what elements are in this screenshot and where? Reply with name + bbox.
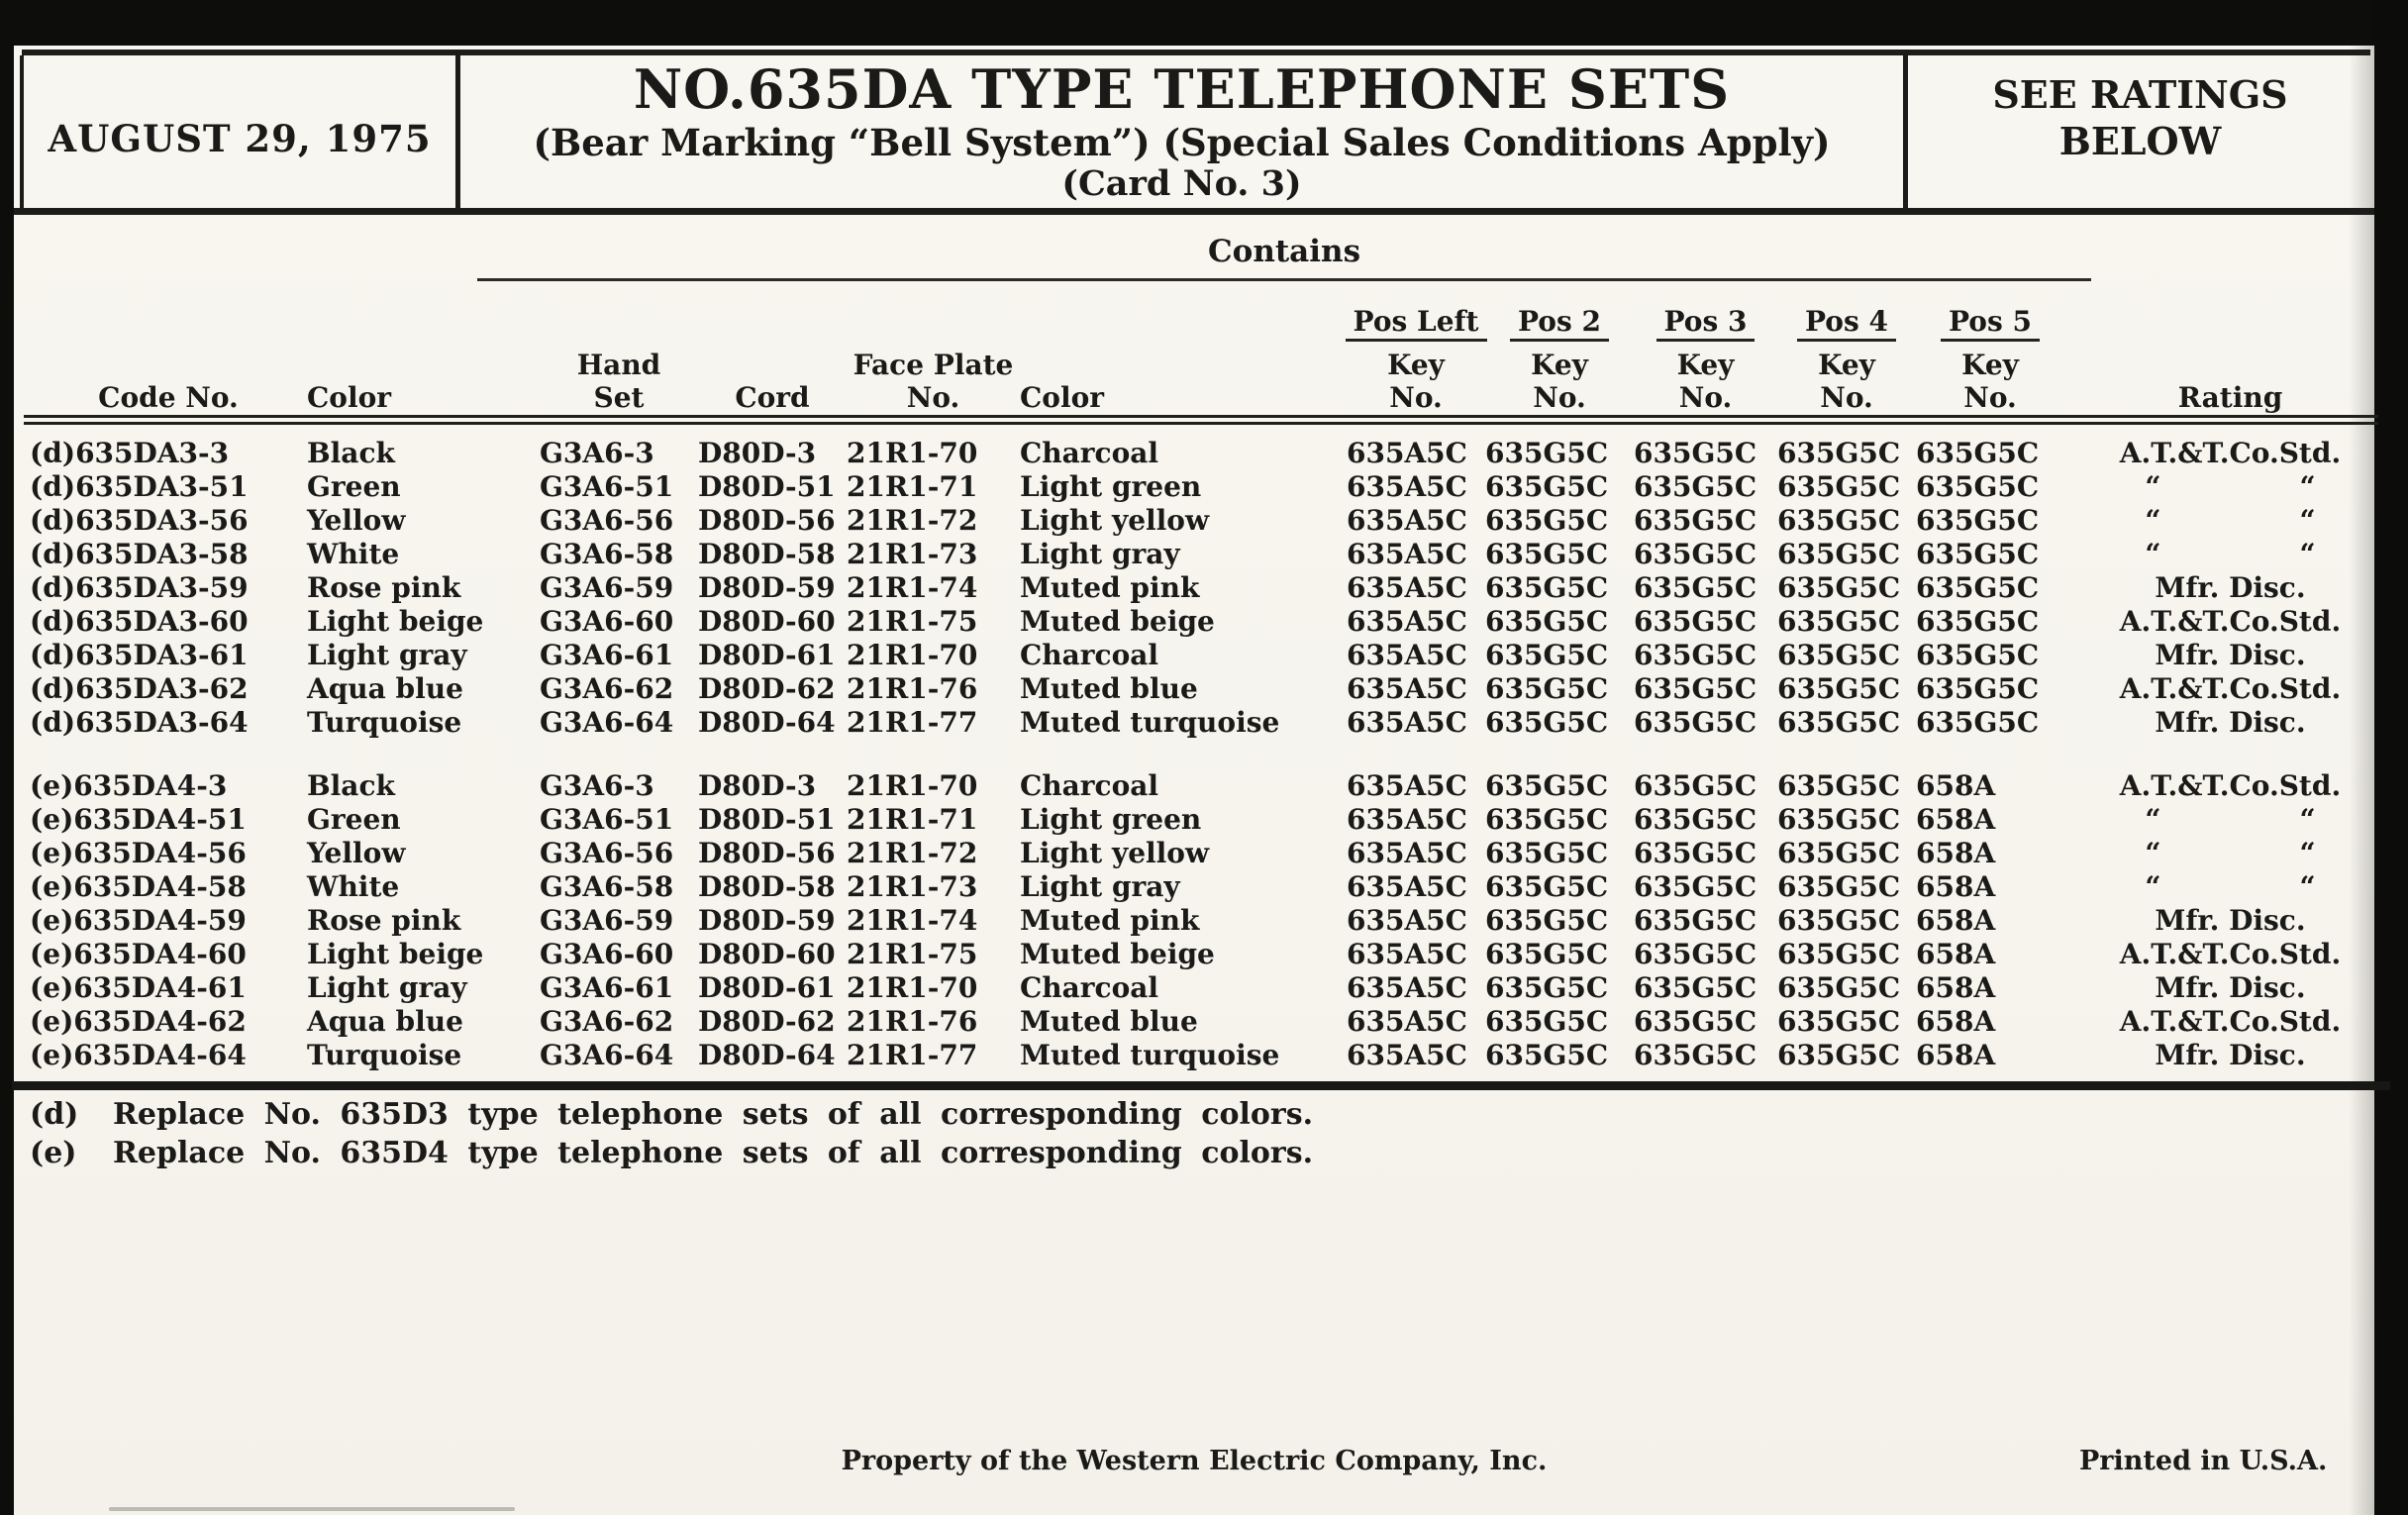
key-pos3-cell: 635G5C [1634, 538, 1757, 570]
key-pos2-cell: 635G5C [1485, 803, 1609, 836]
key-pos4-cell: 635G5C [1777, 870, 1901, 903]
color-cell: Rose pink [307, 904, 461, 937]
faceplate-color-cell: Muted pink [1020, 904, 1200, 937]
color-cell: Light beige [307, 938, 484, 970]
color-cell: Black [307, 769, 395, 802]
footnotes [30, 1095, 1313, 1172]
faceplate-color-cell: Charcoal [1020, 639, 1159, 671]
faceplate-no-cell: 21R1-70 [847, 437, 978, 469]
table-row [30, 639, 2396, 672]
key-pos-left-cell: 635A5C [1347, 639, 1467, 671]
rating-cell: A.T.&T.Co.Std. [2119, 605, 2342, 638]
key-pos4-cell: 635G5C [1777, 639, 1901, 671]
faceplate-color-cell: Charcoal [1020, 971, 1159, 1004]
handset-cell: G3A6-51 [540, 470, 674, 503]
code-cell: (e)635DA4-61 [30, 971, 247, 1004]
faceplate-no-cell: 21R1-77 [847, 1039, 978, 1071]
key-pos-left-cell: 635A5C [1347, 904, 1467, 937]
key-pos5-cell: 658A [1916, 837, 1996, 869]
faceplate-no-cell: 21R1-77 [847, 706, 978, 739]
ratings-note-line2: BELOW [2058, 119, 2222, 163]
table-row [30, 938, 2396, 971]
key-pos3-cell: 635G5C [1634, 904, 1757, 937]
faceplate-no-cell: 21R1-75 [847, 605, 978, 638]
faceplate-no-cell: 21R1-74 [847, 904, 978, 937]
color-cell: Yellow [307, 837, 406, 869]
key-pos2-cell: 635G5C [1485, 470, 1609, 503]
key-pos2-cell: 635G5C [1485, 437, 1609, 469]
color-cell: Rose pink [307, 571, 461, 604]
key-pos4-cell: 635G5C [1777, 971, 1901, 1004]
code-cell: (d)635DA3-59 [30, 571, 249, 604]
key-pos4-cell: 635G5C [1777, 437, 1901, 469]
key-pos3-cell: 635G5C [1634, 1039, 1757, 1071]
key-pos3-cell: 635G5C [1634, 504, 1757, 537]
table-row [30, 1039, 2396, 1072]
cord-cell: D80D-56 [698, 504, 836, 537]
rating-cell: Mfr. Disc. [2155, 1039, 2306, 1071]
key-pos5-cell: 658A [1916, 870, 1996, 903]
key-pos-left-cell: 635A5C [1347, 837, 1467, 869]
key-pos4-cell: 635G5C [1777, 504, 1901, 537]
header-pos-2: Pos 2 Key No. [1485, 305, 1634, 414]
key-pos3-cell: 635G5C [1634, 672, 1757, 705]
table-row [30, 870, 2396, 904]
faceplate-color-cell: Light yellow [1020, 504, 1210, 537]
faceplate-no-cell: 21R1-71 [847, 803, 978, 836]
faceplate-color-cell: Light green [1020, 470, 1202, 503]
cord-cell: D80D-60 [698, 605, 836, 638]
code-cell: (d)635DA3-58 [30, 538, 249, 570]
rating-cell: Mfr. Disc. [2155, 571, 2306, 604]
key-pos2-cell: 635G5C [1485, 504, 1609, 537]
key-pos5-cell: 635G5C [1916, 571, 2040, 604]
key-pos2-cell: 635G5C [1485, 837, 1609, 869]
faceplate-no-cell: 21R1-75 [847, 938, 978, 970]
cord-cell: D80D-59 [698, 571, 836, 604]
color-cell: Light gray [307, 971, 467, 1004]
contains-label: Contains [1207, 234, 1361, 269]
key-pos3-cell: 635G5C [1634, 837, 1757, 869]
color-cell: White [307, 870, 400, 903]
issue-date: AUGUST 29, 1975 [48, 117, 432, 160]
table-block-d [30, 437, 2396, 740]
code-cell: (d)635DA3-56 [30, 504, 249, 537]
faceplate-no-cell: 21R1-73 [847, 870, 978, 903]
key-pos4-cell: 635G5C [1777, 803, 1901, 836]
color-cell: Aqua blue [307, 672, 463, 705]
title-block [460, 59, 1903, 204]
table-row [30, 672, 2396, 706]
code-cell: (d)635DA3-60 [30, 605, 249, 638]
key-pos5-cell: 658A [1916, 971, 1996, 1004]
rating-cell: “ “ [2145, 504, 2316, 537]
key-pos2-cell: 635G5C [1485, 672, 1609, 705]
code-cell: (d)635DA3-51 [30, 470, 249, 503]
handset-cell: G3A6-58 [540, 538, 674, 570]
header-code: Code No. [98, 381, 239, 414]
key-pos-left-cell: 635A5C [1347, 938, 1467, 970]
cord-cell: D80D-64 [698, 706, 836, 739]
key-pos-left-cell: 635A5C [1347, 870, 1467, 903]
header-double-rule [24, 415, 2378, 425]
color-cell: Turquoise [307, 706, 462, 739]
key-pos2-cell: 635G5C [1485, 571, 1609, 604]
table-row [30, 904, 2396, 938]
code-cell: (e)635DA4-62 [30, 1005, 247, 1038]
cord-cell: D80D-58 [698, 538, 836, 570]
handset-cell: G3A6-3 [540, 769, 654, 802]
handset-cell: G3A6-58 [540, 870, 674, 903]
handset-cell: G3A6-60 [540, 938, 674, 970]
header-faceplate-color: Color [1020, 381, 1105, 414]
key-pos3-cell: 635G5C [1634, 870, 1757, 903]
cord-cell: D80D-62 [698, 1005, 836, 1038]
cord-cell: D80D-59 [698, 904, 836, 937]
key-pos-left-cell: 635A5C [1347, 605, 1467, 638]
cord-cell: D80D-3 [698, 769, 817, 802]
handset-cell: G3A6-56 [540, 504, 674, 537]
key-pos-left-cell: 635A5C [1347, 1005, 1467, 1038]
key-pos4-cell: 635G5C [1777, 1039, 1901, 1071]
rating-cell: “ “ [2145, 538, 2316, 570]
footnote-e-marker: (e) [30, 1136, 77, 1170]
card-number: (Card No. 3) [1061, 163, 1302, 204]
cord-cell: D80D-62 [698, 672, 836, 705]
header-pos-left: Pos Left Key No. [1347, 305, 1485, 414]
header-pos-4: Pos 4 Key No. [1777, 305, 1916, 414]
key-pos-left-cell: 635A5C [1347, 538, 1467, 570]
table-row [30, 837, 2396, 870]
rating-cell: Mfr. Disc. [2155, 904, 2306, 937]
rating-cell: “ “ [2145, 870, 2316, 903]
key-pos5-cell: 635G5C [1916, 639, 2040, 671]
faceplate-color-cell: Muted beige [1020, 938, 1215, 970]
key-pos5-cell: 635G5C [1916, 470, 2040, 503]
faceplate-color-cell: Light green [1020, 803, 1202, 836]
handset-cell: G3A6-59 [540, 904, 674, 937]
rating-cell: Mfr. Disc. [2155, 971, 2306, 1004]
footnote-d-marker: (d) [30, 1097, 79, 1132]
color-cell: Green [307, 470, 401, 503]
key-pos5-cell: 658A [1916, 904, 1996, 937]
faceplate-no-cell: 21R1-74 [847, 571, 978, 604]
cord-cell: D80D-64 [698, 1039, 836, 1071]
page-subtitle: (Bear Marking “Bell System”) (Special Sales Conditions Apply) [533, 121, 1831, 164]
faceplate-no-cell: 21R1-70 [847, 971, 978, 1004]
key-pos3-cell: 635G5C [1634, 639, 1757, 671]
table-row [30, 971, 2396, 1005]
key-pos3-cell: 635G5C [1634, 706, 1757, 739]
key-pos5-cell: 658A [1916, 769, 1996, 802]
code-cell: (d)635DA3-62 [30, 672, 249, 705]
faceplate-color-cell: Light gray [1020, 870, 1180, 903]
key-pos2-cell: 635G5C [1485, 971, 1609, 1004]
key-pos3-cell: 635G5C [1634, 938, 1757, 970]
color-cell: Light gray [307, 639, 467, 671]
faceplate-color-cell: Muted pink [1020, 571, 1200, 604]
faceplate-no-cell: 21R1-76 [847, 1005, 978, 1038]
faceplate-no-cell: 21R1-70 [847, 769, 978, 802]
key-pos-left-cell: 635A5C [1347, 571, 1467, 604]
key-pos4-cell: 635G5C [1777, 904, 1901, 937]
footnote-e [30, 1134, 1313, 1172]
footnote-d [30, 1095, 1313, 1134]
key-pos5-cell: 635G5C [1916, 538, 2040, 570]
faceplate-color-cell: Muted turquoise [1020, 706, 1280, 739]
key-pos4-cell: 635G5C [1777, 605, 1901, 638]
handset-cell: G3A6-3 [540, 437, 654, 469]
faceplate-no-cell: 21R1-72 [847, 504, 978, 537]
footnote-e-text: Replace No. 635D4 type telephone sets of all corresponding colors. [113, 1136, 1314, 1170]
key-pos4-cell: 635G5C [1777, 706, 1901, 739]
key-pos2-cell: 635G5C [1485, 538, 1609, 570]
ratings-note [1908, 71, 2372, 164]
key-pos5-cell: 635G5C [1916, 437, 2040, 469]
table-block-e [30, 769, 2396, 1072]
key-pos3-cell: 635G5C [1634, 803, 1757, 836]
table-row [30, 769, 2396, 803]
color-cell: Turquoise [307, 1039, 462, 1071]
faceplate-color-cell: Charcoal [1020, 437, 1159, 469]
code-cell: (d)635DA3-3 [30, 437, 230, 469]
page-title: NO.635DA TYPE TELEPHONE SETS [633, 57, 1731, 121]
handset-cell: G3A6-61 [540, 971, 674, 1004]
key-pos-left-cell: 635A5C [1347, 769, 1467, 802]
key-pos5-cell: 658A [1916, 803, 1996, 836]
table-row [30, 706, 2396, 740]
code-cell: (e)635DA4-3 [30, 769, 228, 802]
cord-cell: D80D-61 [698, 971, 836, 1004]
code-cell: (e)635DA4-51 [30, 803, 247, 836]
rating-cell: Mfr. Disc. [2155, 639, 2306, 671]
faceplate-color-cell: Muted blue [1020, 672, 1198, 705]
key-pos-left-cell: 635A5C [1347, 803, 1467, 836]
card-top-rule [22, 50, 2370, 55]
rating-cell: Mfr. Disc. [2155, 706, 2306, 739]
cord-cell: D80D-58 [698, 870, 836, 903]
faceplate-color-cell: Muted turquoise [1020, 1039, 1280, 1071]
rating-cell: A.T.&T.Co.Std. [2119, 769, 2342, 802]
faceplate-no-cell: 21R1-72 [847, 837, 978, 869]
faceplate-no-cell: 21R1-76 [847, 672, 978, 705]
faceplate-color-cell: Muted beige [1020, 605, 1215, 638]
header-color: Color [307, 381, 392, 414]
color-cell: Black [307, 437, 395, 469]
key-pos2-cell: 635G5C [1485, 639, 1609, 671]
key-pos3-cell: 635G5C [1634, 1005, 1757, 1038]
handset-cell: G3A6-51 [540, 803, 674, 836]
table-row [30, 803, 2396, 837]
header-cord: Cord [735, 381, 810, 414]
color-cell: White [307, 538, 400, 570]
key-pos2-cell: 635G5C [1485, 938, 1609, 970]
cord-cell: D80D-51 [698, 470, 836, 503]
property-notice: Property of the Western Electric Company, Inc. [841, 1446, 1548, 1476]
table-row [30, 504, 2396, 538]
key-pos-left-cell: 635A5C [1347, 971, 1467, 1004]
cord-cell: D80D-56 [698, 837, 836, 869]
table-row [30, 470, 2396, 504]
key-pos-left-cell: 635A5C [1347, 437, 1467, 469]
scan-edge-left [0, 0, 14, 1515]
code-cell: (e)635DA4-56 [30, 837, 247, 869]
faceplate-color-cell: Charcoal [1020, 769, 1159, 802]
printed-in-usa: Printed in U.S.A. [2079, 1446, 2328, 1476]
handset-cell: G3A6-60 [540, 605, 674, 638]
table-row [30, 605, 2396, 639]
cord-cell: D80D-60 [698, 938, 836, 970]
key-pos5-cell: 658A [1916, 938, 1996, 970]
cord-cell: D80D-61 [698, 639, 836, 671]
key-pos4-cell: 635G5C [1777, 571, 1901, 604]
cord-cell: D80D-51 [698, 803, 836, 836]
key-pos5-cell: 658A [1916, 1005, 1996, 1038]
handset-cell: G3A6-64 [540, 706, 674, 739]
scan-edge-right [2374, 0, 2408, 1515]
table-row [30, 571, 2396, 605]
key-pos3-cell: 635G5C [1634, 470, 1757, 503]
ratings-note-line1: SEE RATINGS [1992, 72, 2288, 117]
contains-underline [477, 278, 2091, 281]
table-row [30, 437, 2396, 470]
key-pos-left-cell: 635A5C [1347, 706, 1467, 739]
code-cell: (d)635DA3-64 [30, 706, 249, 739]
code-cell: (e)635DA4-64 [30, 1039, 247, 1071]
key-pos5-cell: 635G5C [1916, 504, 2040, 537]
key-pos2-cell: 635G5C [1485, 1005, 1609, 1038]
key-pos4-cell: 635G5C [1777, 470, 1901, 503]
table-header-row [30, 293, 2396, 414]
key-pos3-cell: 635G5C [1634, 769, 1757, 802]
key-pos3-cell: 635G5C [1634, 605, 1757, 638]
header-pos-3: Pos 3 Key No. [1634, 305, 1777, 414]
table-bottom-rule [12, 1081, 2390, 1090]
color-cell: Yellow [307, 504, 406, 537]
key-pos3-cell: 635G5C [1634, 971, 1757, 1004]
rating-cell: A.T.&T.Co.Std. [2119, 672, 2342, 705]
code-cell: (e)635DA4-58 [30, 870, 247, 903]
key-pos-left-cell: 635A5C [1347, 470, 1467, 503]
key-pos4-cell: 635G5C [1777, 1005, 1901, 1038]
faceplate-no-cell: 21R1-71 [847, 470, 978, 503]
faceplate-no-cell: 21R1-70 [847, 639, 978, 671]
code-cell: (e)635DA4-60 [30, 938, 247, 970]
handset-cell: G3A6-56 [540, 837, 674, 869]
header-pos-5: Pos 5 Key No. [1916, 305, 2064, 414]
key-pos3-cell: 635G5C [1634, 571, 1757, 604]
key-pos2-cell: 635G5C [1485, 1039, 1609, 1071]
key-pos4-cell: 635G5C [1777, 538, 1901, 570]
key-pos4-cell: 635G5C [1777, 672, 1901, 705]
header-faceplate-no: Face Plate No. [853, 349, 1014, 414]
key-pos5-cell: 635G5C [1916, 605, 2040, 638]
faceplate-color-cell: Muted blue [1020, 1005, 1198, 1038]
faceplate-color-cell: Light yellow [1020, 837, 1210, 869]
faceplate-color-cell: Light gray [1020, 538, 1180, 570]
key-pos5-cell: 635G5C [1916, 706, 2040, 739]
key-pos-left-cell: 635A5C [1347, 504, 1467, 537]
table-row [30, 538, 2396, 571]
code-cell: (e)635DA4-59 [30, 904, 247, 937]
color-cell: Green [307, 803, 401, 836]
footnote-d-text: Replace No. 635D3 type telephone sets of all corresponding colors. [113, 1097, 1314, 1132]
handset-cell: G3A6-59 [540, 571, 674, 604]
key-pos2-cell: 635G5C [1485, 870, 1609, 903]
key-pos4-cell: 635G5C [1777, 769, 1901, 802]
key-pos2-cell: 635G5C [1485, 706, 1609, 739]
code-cell: (d)635DA3-61 [30, 639, 249, 671]
handset-cell: G3A6-62 [540, 672, 674, 705]
key-pos4-cell: 635G5C [1777, 938, 1901, 970]
table-row [30, 1005, 2396, 1039]
header-rating: Rating [2177, 381, 2283, 414]
key-pos5-cell: 635G5C [1916, 672, 2040, 705]
header-handset: Hand Set [576, 349, 661, 414]
key-pos4-cell: 635G5C [1777, 837, 1901, 869]
handset-cell: G3A6-62 [540, 1005, 674, 1038]
rating-cell: “ “ [2145, 837, 2316, 869]
color-cell: Light beige [307, 605, 484, 638]
rating-cell: A.T.&T.Co.Std. [2119, 1005, 2342, 1038]
cord-cell: D80D-3 [698, 437, 817, 469]
key-pos2-cell: 635G5C [1485, 904, 1609, 937]
handset-cell: G3A6-64 [540, 1039, 674, 1071]
key-pos5-cell: 658A [1916, 1039, 1996, 1071]
key-pos3-cell: 635G5C [1634, 437, 1757, 469]
header-bottom-rule [14, 208, 2374, 215]
faceplate-no-cell: 21R1-73 [847, 538, 978, 570]
color-cell: Aqua blue [307, 1005, 463, 1038]
key-pos-left-cell: 635A5C [1347, 672, 1467, 705]
handset-cell: G3A6-61 [540, 639, 674, 671]
scan-smudge [109, 1507, 515, 1511]
key-pos2-cell: 635G5C [1485, 769, 1609, 802]
rating-cell: A.T.&T.Co.Std. [2119, 437, 2342, 469]
key-pos2-cell: 635G5C [1485, 605, 1609, 638]
scan-edge-top [0, 0, 2408, 46]
rating-cell: “ “ [2145, 470, 2316, 503]
rating-cell: “ “ [2145, 803, 2316, 836]
rating-cell: A.T.&T.Co.Std. [2119, 938, 2342, 970]
key-pos-left-cell: 635A5C [1347, 1039, 1467, 1071]
